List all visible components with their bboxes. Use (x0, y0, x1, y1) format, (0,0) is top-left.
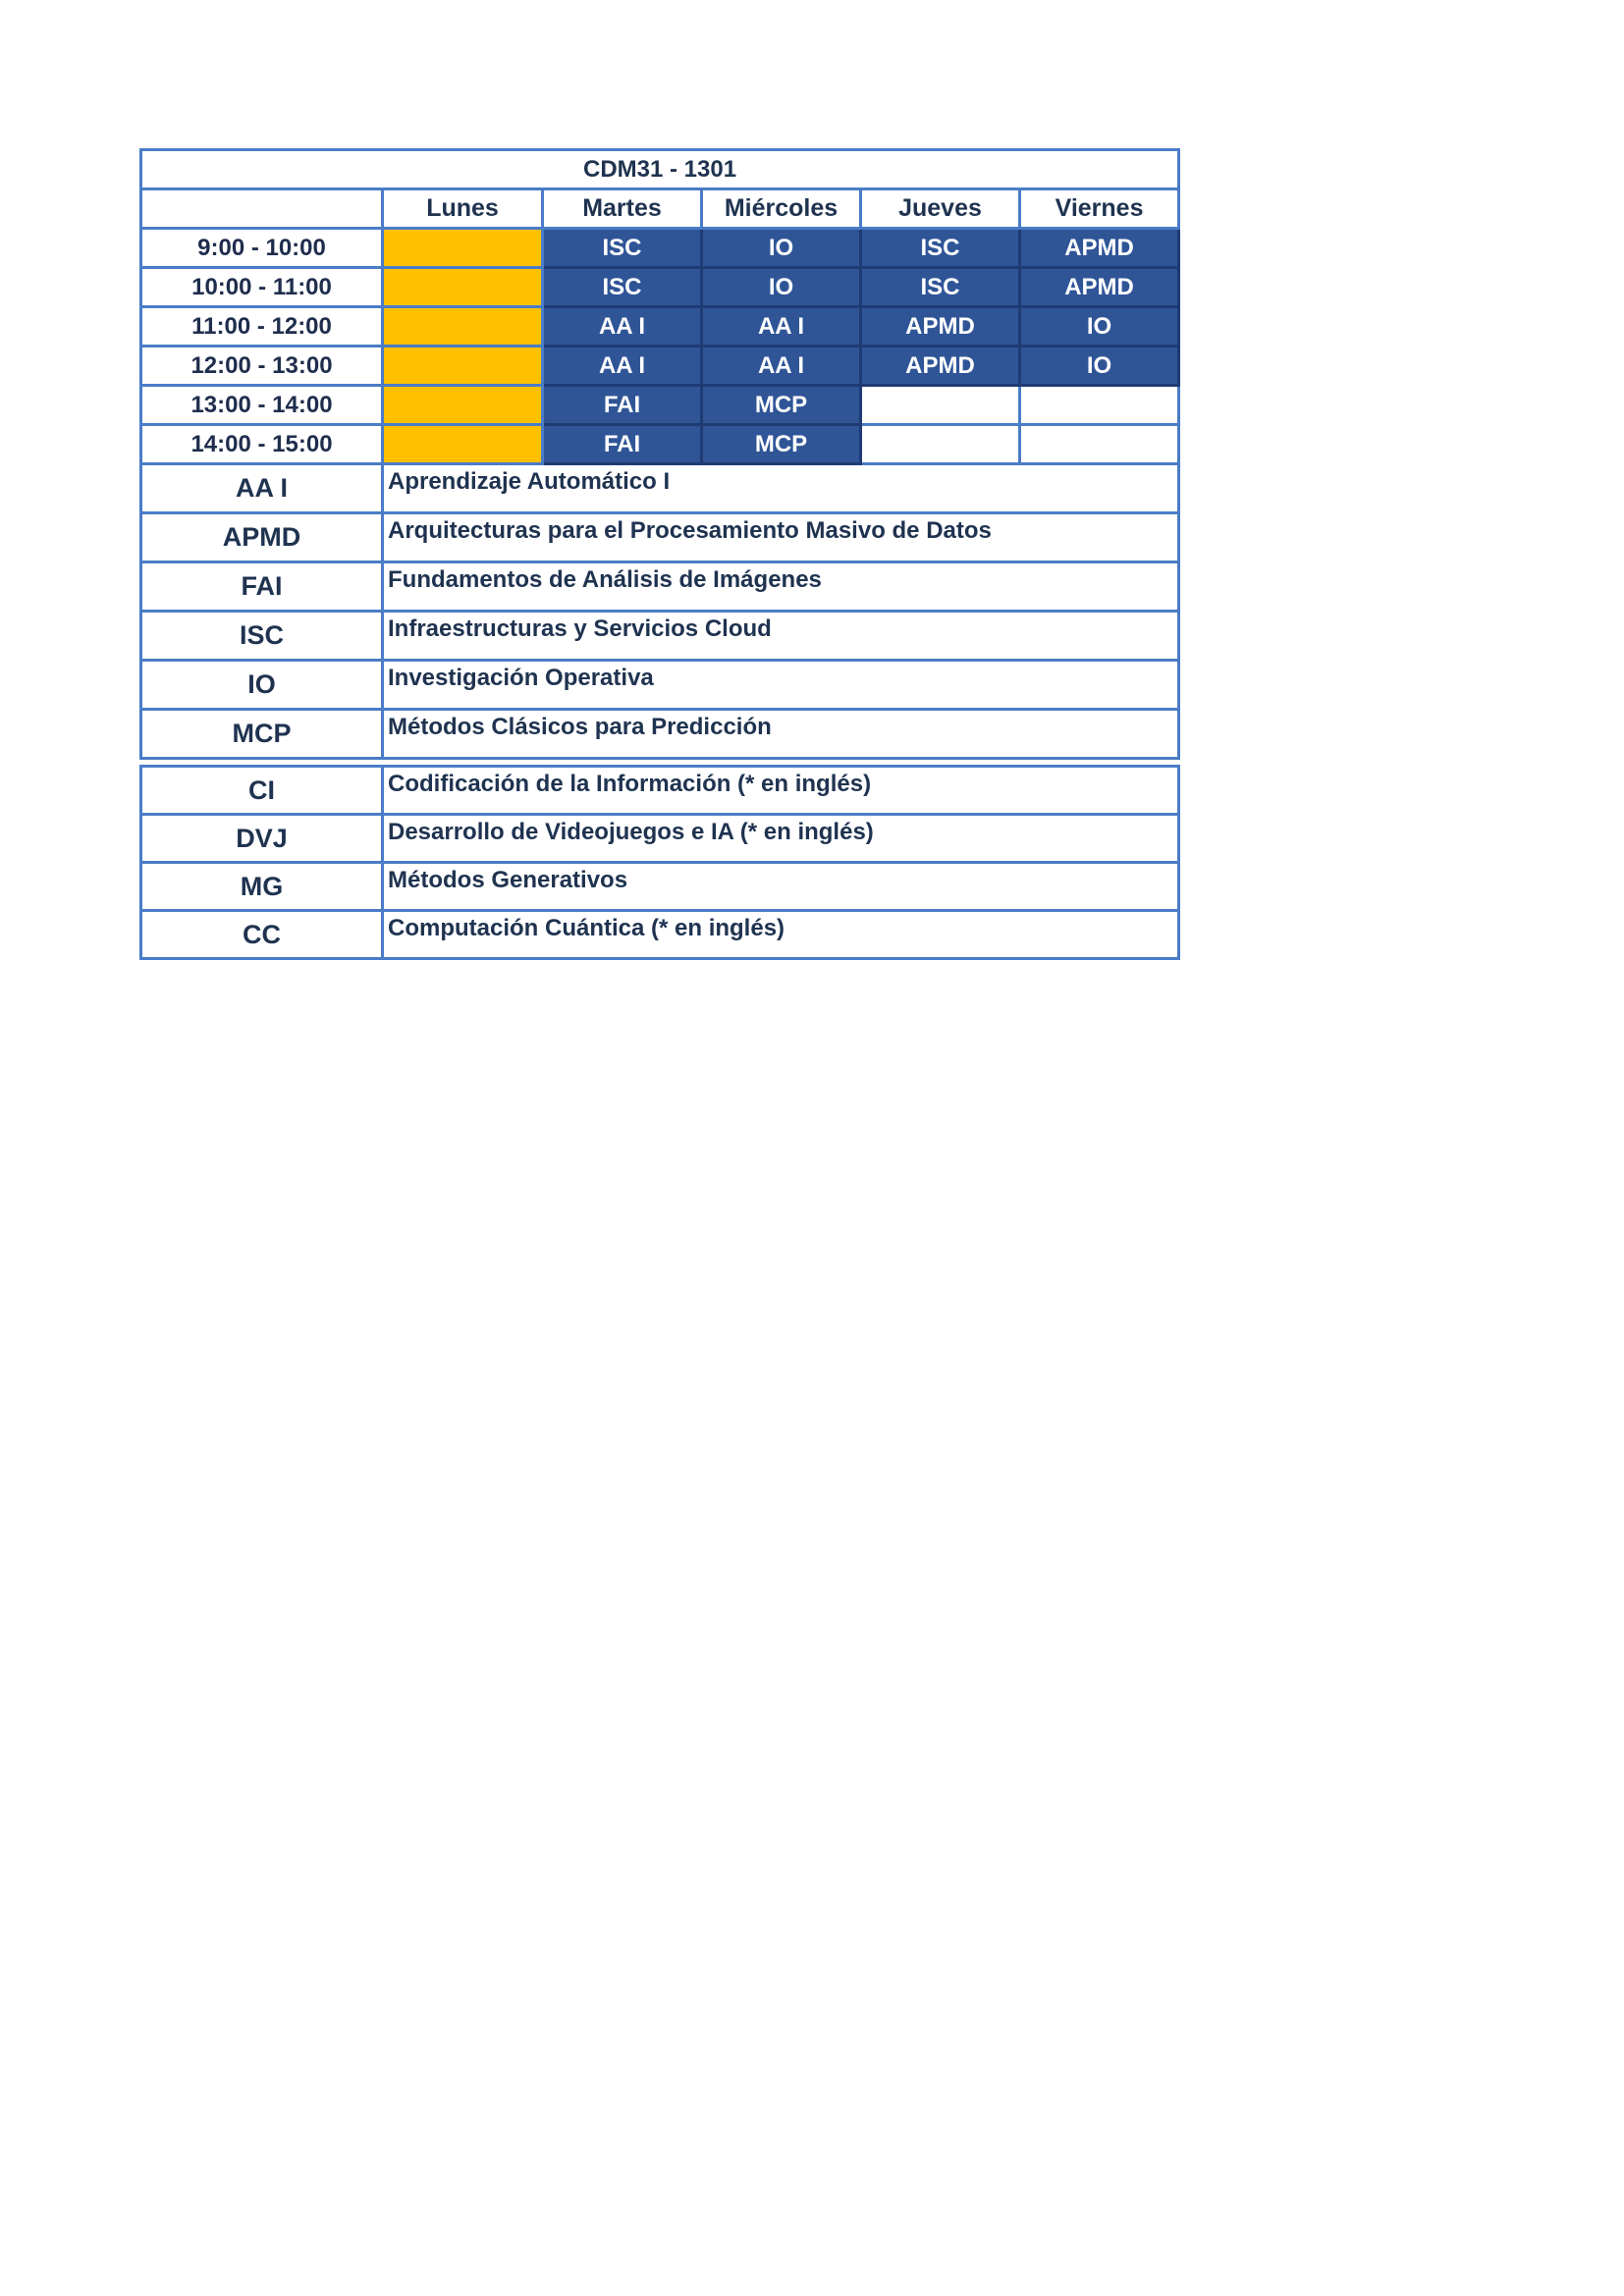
time-slot-label: 11:00 - 12:00 (141, 307, 383, 347)
elective-name: Desarrollo de Videojuegos e IA (* en inglés) (383, 815, 1179, 863)
schedule-cell-empty (1020, 386, 1179, 425)
legend-code: MCP (141, 710, 383, 759)
time-slot-label: 14:00 - 15:00 (141, 425, 383, 464)
elective-code: CC (141, 911, 383, 959)
day-header-lunes: Lunes (383, 189, 543, 229)
legend-name: Fundamentos de Análisis de Imágenes (383, 562, 1179, 612)
legend-name: Investigación Operativa (383, 661, 1179, 710)
schedule-cell: AA I (543, 347, 702, 386)
time-row (141, 386, 1179, 425)
elective-name: Computación Cuántica (* en inglés) (383, 911, 1179, 959)
day-header-viernes: Viernes (1020, 189, 1179, 229)
schedule-cell (383, 268, 543, 307)
legend-row (141, 464, 1179, 513)
schedule-cell-empty (861, 386, 1020, 425)
schedule-cell-empty (861, 425, 1020, 464)
schedule-cell: MCP (702, 425, 861, 464)
time-row (141, 347, 1179, 386)
schedule-cell: IO (1020, 307, 1179, 347)
legend-code: ISC (141, 612, 383, 661)
legend-code: APMD (141, 513, 383, 562)
schedule-cell: FAI (543, 425, 702, 464)
schedule-cell (383, 386, 543, 425)
schedule-cell: ISC (543, 268, 702, 307)
day-header-miercoles: Miércoles (702, 189, 861, 229)
schedule-title-row (141, 150, 1179, 189)
corner-cell (141, 189, 383, 229)
schedule-cell (383, 229, 543, 268)
schedule-cell: ISC (543, 229, 702, 268)
elective-code: CI (141, 767, 383, 815)
legend-name: Aprendizaje Automático I (383, 464, 1179, 513)
elective-row (141, 767, 1179, 815)
elective-code: MG (141, 863, 383, 911)
legend-name: Métodos Clásicos para Predicción (383, 710, 1179, 759)
elective-name: Métodos Generativos (383, 863, 1179, 911)
schedule-cell: ISC (861, 268, 1020, 307)
time-slot-label: 12:00 - 13:00 (141, 347, 383, 386)
time-row (141, 425, 1179, 464)
legend-row (141, 562, 1179, 612)
schedule-cell: IO (1020, 347, 1179, 386)
schedule-cell: MCP (702, 386, 861, 425)
legend-name: Arquitecturas para el Procesamiento Masivo de Datos (383, 513, 1179, 562)
schedule-cell: ISC (861, 229, 1020, 268)
schedule-cell (383, 347, 543, 386)
legend-code: FAI (141, 562, 383, 612)
elective-row (141, 863, 1179, 911)
legend-name: Infraestructuras y Servicios Cloud (383, 612, 1179, 661)
schedule-cell: AA I (702, 307, 861, 347)
time-slot-label: 9:00 - 10:00 (141, 229, 383, 268)
elective-row (141, 815, 1179, 863)
time-row (141, 268, 1179, 307)
schedule-cell: AA I (543, 307, 702, 347)
time-row (141, 229, 1179, 268)
legend-row (141, 513, 1179, 562)
time-slot-label: 10:00 - 11:00 (141, 268, 383, 307)
days-header-row (141, 189, 1179, 229)
schedule-cell: APMD (861, 307, 1020, 347)
day-header-jueves: Jueves (861, 189, 1020, 229)
elective-row (141, 911, 1179, 959)
schedule-cell (383, 307, 543, 347)
legend-row (141, 661, 1179, 710)
schedule-cell: IO (702, 229, 861, 268)
time-slot-label: 13:00 - 14:00 (141, 386, 383, 425)
schedule-cell: FAI (543, 386, 702, 425)
schedule-cell: AA I (702, 347, 861, 386)
legend-row (141, 612, 1179, 661)
legend-row (141, 710, 1179, 759)
schedule-table (139, 148, 1180, 760)
schedule-title: CDM31 - 1301 (141, 150, 1179, 189)
elective-name: Codificación de la Información (* en inglés) (383, 767, 1179, 815)
day-header-martes: Martes (543, 189, 702, 229)
schedule-cell: APMD (861, 347, 1020, 386)
elective-code: DVJ (141, 815, 383, 863)
electives-table (139, 765, 1180, 960)
schedule-cell-empty (1020, 425, 1179, 464)
schedule-cell (383, 425, 543, 464)
schedule-cell: IO (702, 268, 861, 307)
legend-code: AA I (141, 464, 383, 513)
legend-code: IO (141, 661, 383, 710)
time-row (141, 307, 1179, 347)
schedule-cell: APMD (1020, 268, 1179, 307)
schedule-cell: APMD (1020, 229, 1179, 268)
